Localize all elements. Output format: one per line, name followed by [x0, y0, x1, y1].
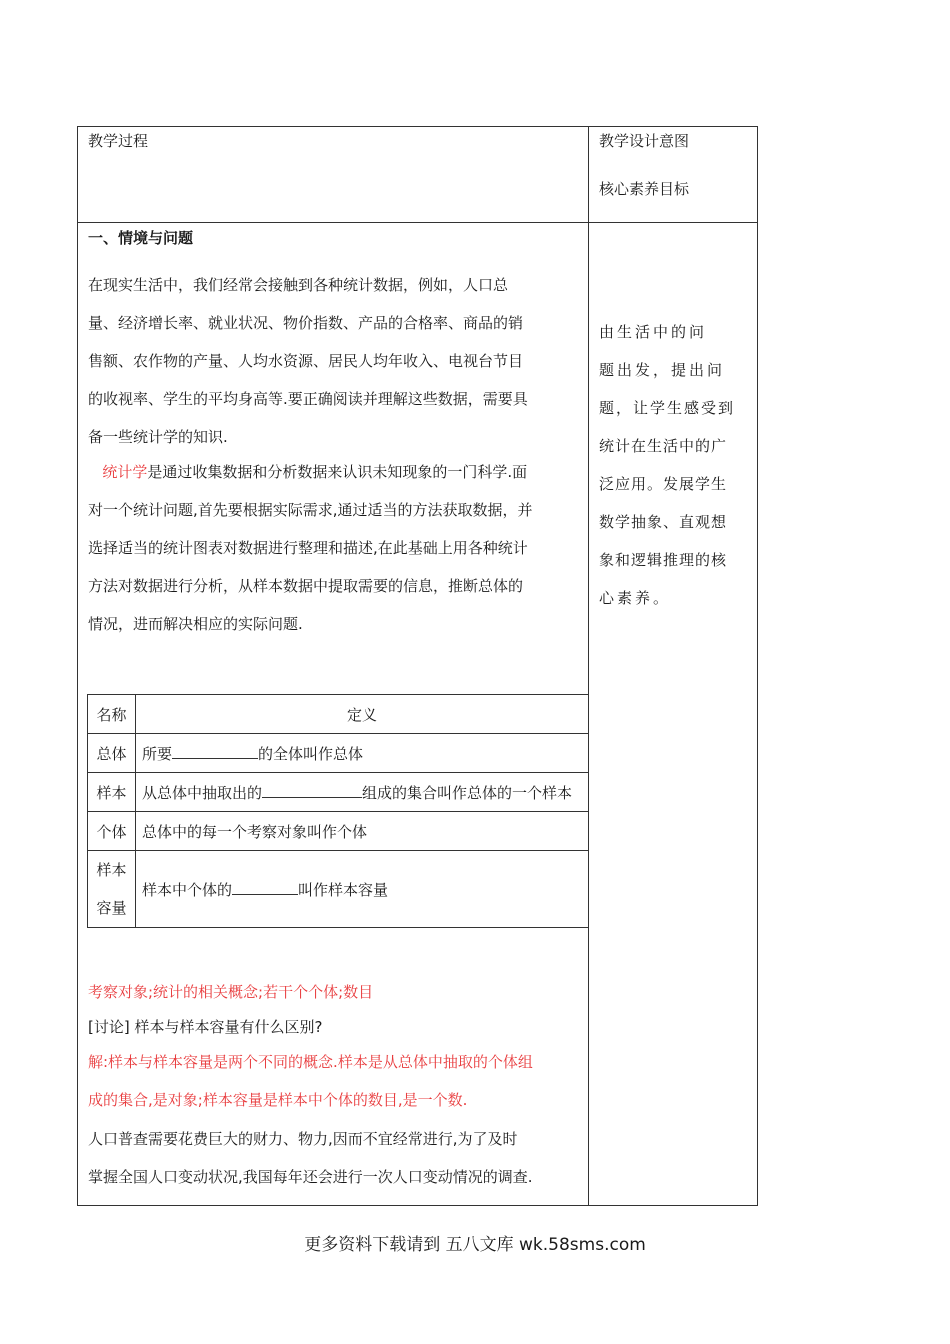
text-line: 题，让学生感受到 — [599, 399, 736, 417]
text-span: 样本 — [96, 861, 127, 879]
section-title: 一、情境与问题 — [88, 229, 194, 247]
text-line: 在现实生活中，我们经常会接触到各种统计数据，例如，人口总 — [88, 276, 509, 294]
text-line — [88, 453, 533, 491]
row-definition: 总体中的每一个考察对象叫作个体 — [136, 812, 589, 851]
paragraph-statistics — [88, 453, 533, 643]
paragraph-census — [88, 1120, 533, 1196]
text-line: 解:样本与样本容量是两个不同的概念.样本是从总体中抽取的个体组 — [88, 1053, 533, 1071]
col-header-definition: 定义 — [136, 695, 589, 734]
text-span: 叫作样本容量 — [298, 880, 389, 899]
text-line: 的收视率、学生的平均身高等.要正确阅读并理解这些数据，需要具 — [88, 390, 528, 408]
row-name: 总体 — [88, 734, 136, 773]
fill-blank — [172, 744, 258, 759]
text-span: 是通过收集数据和分析数据来认识未知现象的一门科学.面 — [147, 463, 528, 481]
answer-key: 考察对象;统计的相关概念;若干个个体;数目 — [88, 983, 374, 1001]
text-line: 心素养。 — [599, 589, 672, 607]
text-line: 掌握全国人口变动状况,我国每年还会进行一次人口变动情况的调查. — [88, 1168, 533, 1186]
row-name — [88, 851, 136, 928]
text-line: 统计在生活中的广 — [599, 437, 728, 455]
row-definition — [136, 773, 589, 812]
text-span: 从总体中抽取出的 — [142, 783, 263, 802]
text-span: 组成的集合叫作总体的一个样本 — [362, 783, 573, 802]
text-span: 样本中个体的 — [142, 880, 233, 899]
header-design-intent: 教学设计意图 — [599, 132, 690, 150]
text-line: 方法对数据进行分析，从样本数据中提取需要的信息，推断总体的 — [88, 577, 524, 595]
header-teaching-process: 教学过程 — [88, 132, 149, 150]
row-definition — [136, 734, 589, 773]
row-name: 样本 — [88, 773, 136, 812]
text-line: 备一些统计学的知识. — [88, 428, 228, 446]
column-divider — [588, 126, 589, 1206]
design-intent-text — [599, 313, 735, 617]
text-line: 数学抽象、直观想 — [599, 513, 728, 531]
text-line: 量、经济增长率、就业状况、物价指数、产品的合格率、商品的销 — [88, 314, 524, 332]
text-line: 象和逻辑推理的核 — [599, 551, 728, 569]
text-line: 售额、农作物的产量、人均水资源、居民人均年收入、电视台节目 — [88, 352, 524, 370]
definition-table — [87, 694, 589, 928]
text-span: 容量 — [96, 899, 127, 917]
solution — [88, 1043, 533, 1119]
text-line: 成的集合,是对象;样本容量是样本中个体的数目,是一个数. — [88, 1091, 468, 1109]
text-line: 泛应用。发展学生 — [599, 475, 728, 493]
term-statistics: 统计学 — [102, 463, 148, 481]
discussion-question: [讨论] 样本与样本容量有什么区别? — [88, 1018, 323, 1036]
text-span: 所要 — [142, 744, 173, 763]
row-definition — [136, 851, 589, 928]
footer-link[interactable]: 更多资料下载请到 五八文库 wk.58sms.com — [304, 1235, 646, 1255]
text-line: 选择适当的统计图表对数据进行整理和描述,在此基础上用各种统计 — [88, 539, 528, 557]
header-core-goal: 核心素养目标 — [599, 180, 690, 198]
text-line: 题出发，提出问 — [599, 361, 726, 379]
header-divider — [77, 222, 758, 223]
fill-blank — [232, 880, 298, 895]
fill-blank — [262, 783, 362, 798]
col-header-name: 名称 — [88, 695, 136, 734]
text-line: 情况，进而解决相应的实际问题. — [88, 615, 303, 633]
text-line: 人口普查需要花费巨大的财力、物力,因而不宜经常进行,为了及时 — [88, 1130, 518, 1148]
row-name: 个体 — [88, 812, 136, 851]
text-line: 由生活中的问 — [599, 323, 708, 341]
text-line: 对一个统计问题,首先要根据实际需求,通过适当的方法获取数据，并 — [88, 501, 533, 519]
paragraph-intro — [88, 266, 528, 456]
text-span: 的全体叫作总体 — [258, 744, 364, 763]
